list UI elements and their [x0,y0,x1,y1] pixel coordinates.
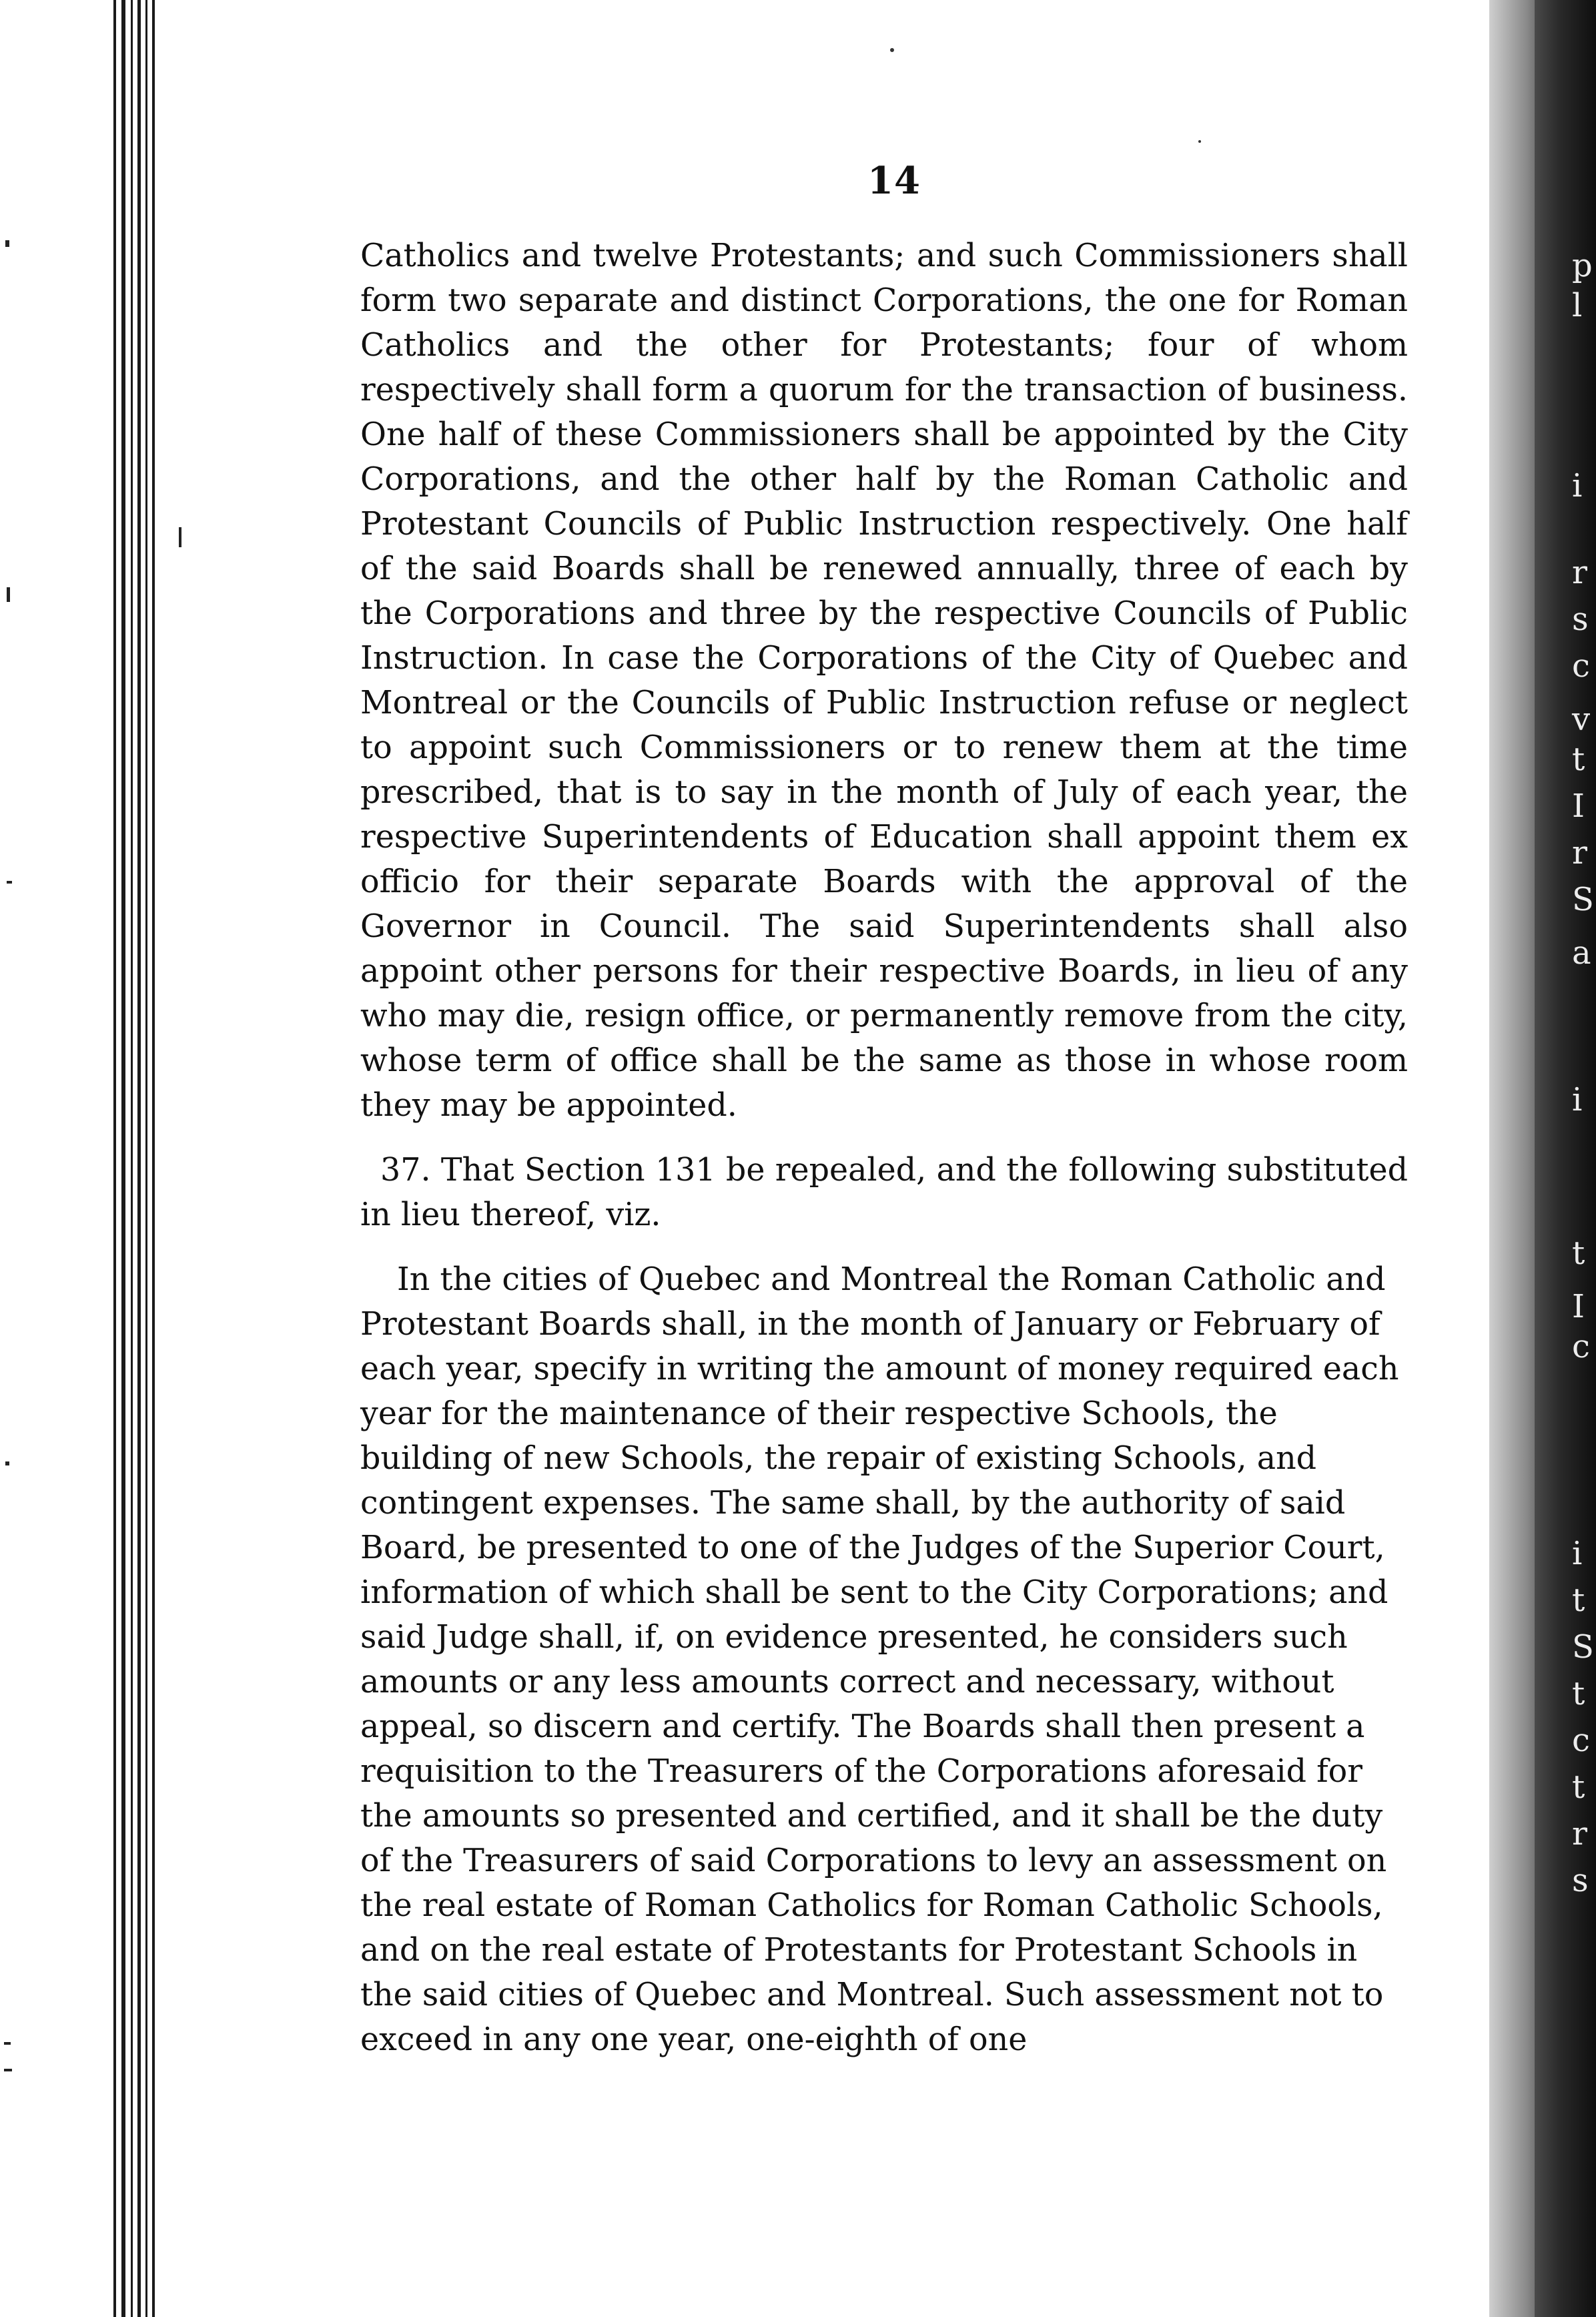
adjacent-page-fragment: t [1572,1582,1585,1619]
adjacent-page-fragment: S [1572,1628,1594,1666]
page-number: 14 [867,159,921,203]
adjacent-page-fragment: p [1572,247,1593,284]
adjacent-page-fragment: I [1572,1288,1585,1325]
adjacent-page-fragment: i [1572,1081,1583,1118]
adjacent-page-fragment: c [1572,1722,1590,1759]
adjacent-page-fragment: r [1572,834,1587,872]
paragraph-section-body: In the cities of Quebec and Montreal the Roman Catholic and Protestant Boards shall, in the month of January or February of each year, specify in writing the amount of money required each year for the maintenance of their respective Schools, the building of new Schools, the repair of existing Schools, and contingent expenses. The same shall, by the authority of said Board, be presented to one of the Judges of the Superior Court, information of which shall be sent to the City Corporations; and said Judge shall, if, on evidence presented, he considers such amounts or any less amounts correct and necessary, without appeal, so discern and certify. The Boards shall then present a requisition to the Treasurers of the Corporations aforesaid for the amounts so presented and certified, and it shall be the duty of the Treasurers of said Corporations to levy an assessment on the real estate of Roman Catholics for Roman Catholic Schools, and on the real estate of Protestants for Protestant Schools in the said cities of Quebec and Montreal. Such assessment not to exceed in any one year, one-eighth of one [360,1261,1399,2058]
ink-speck [1198,140,1201,143]
adjacent-page-fragment: t [1572,741,1585,778]
adjacent-page-fragment: c [1572,1328,1590,1365]
adjacent-page-fragment: t [1572,1235,1585,1272]
adjacent-page-fragment: S [1572,881,1594,918]
adjacent-page-text [1569,0,1596,2317]
adjacent-page-fragment: s [1572,1862,1589,1899]
adjacent-page-fragment: v [1572,701,1591,738]
adjacent-page-fragment: s [1572,601,1589,638]
adjacent-page-fragment: i [1572,1535,1583,1572]
adjacent-page-fragment: a [1572,934,1591,972]
adjacent-page-fragment: r [1572,554,1587,591]
adjacent-page-fragment: t [1572,1768,1585,1806]
adjacent-page-fragment: I [1572,787,1585,825]
ink-speck [890,48,894,52]
paragraph-continued: Catholics and twelve Protestants; and such Commissioners shall form two separate and distinct Corporations, the one for Roman Catholics and the other for Protestants; four of whom respectively shall form a quorum for the transaction of business. One half of these Commissioners shall be appointed by the City Corporations, and the other half by the Roman Catholic and Protestant Councils of Public Instruction respectively. One half of the said Boards shall be renewed annually, three of each by the Corporations and three by the respective Councils of Public Instruction. In case the Corporations of the City of Quebec and Montreal or the Councils of Public Instruction refuse or neglect to appoint such Commissioners or to renew them at the time prescribed, that is to say in the month of July of each year, the respective Superintendents of Education shall appoint them ex officio for their separate Boards with the approval of the Governor in Council. The said Superintendents shall also appoint other persons for their respective Boards, in lieu of any who may die, resign office, or permanently remove from the city, whose term of office shall be the same as those in whose room they may be appointed. [360,238,1408,1124]
adjacent-page-fragment: t [1572,1675,1585,1712]
page-text [360,234,1408,2062]
binding-edge [0,0,173,2317]
adjacent-page-fragment: l [1572,287,1583,324]
adjacent-page-fragment: c [1572,647,1590,685]
adjacent-page-fragment: r [1572,1815,1587,1853]
adjacent-page-fragment: i [1572,467,1583,505]
section-37-heading: 37. That Section 131 be repealed, and the following substituted in lieu thereof, viz. [360,1152,1408,1233]
